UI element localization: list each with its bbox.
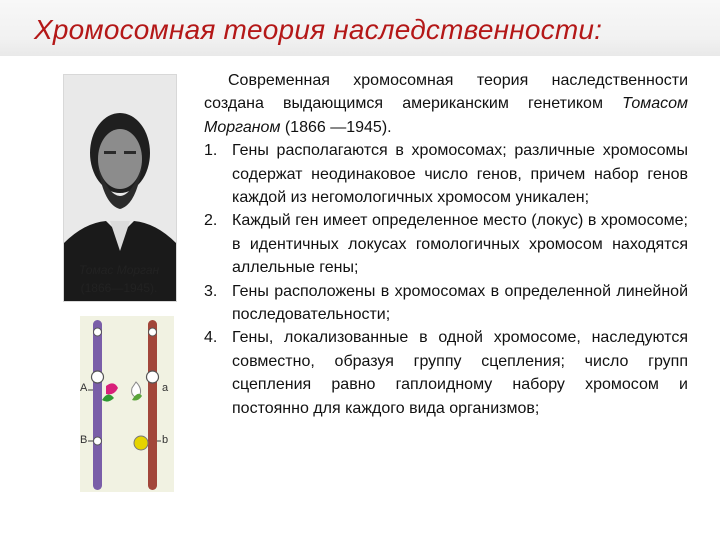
intro-part1: Современная хромосомная теория наследственности создана выдающимся американским генетиком bbox=[204, 72, 688, 113]
label-A: A bbox=[80, 382, 88, 394]
intro-paragraph bbox=[204, 69, 688, 139]
list-item-text: Гены, локализованные в одной хромосоме, наследуются совместно, образуя группу сцепления; число групп сцепления равно гаплоидному набору хромосом и постоянно для каждого вида организмов; bbox=[232, 329, 688, 417]
label-a: a bbox=[162, 382, 169, 394]
body-text bbox=[204, 69, 688, 420]
intro-name: Томасом Морганом bbox=[204, 95, 688, 136]
left-chromosome bbox=[93, 320, 102, 490]
allele-A-shape bbox=[106, 383, 118, 394]
locus-a-marker bbox=[147, 371, 159, 383]
chromosome-diagram bbox=[80, 316, 174, 492]
slide-title: Хромосомная теория наследственности: bbox=[34, 14, 603, 45]
list-item-text: Гены расположены в хромосомах в определенной линейной последовательности; bbox=[232, 282, 688, 324]
locus-A-marker bbox=[92, 371, 104, 383]
label-b: b bbox=[162, 434, 169, 446]
list-item bbox=[204, 139, 688, 209]
list-item bbox=[204, 326, 688, 420]
right-chromosome bbox=[148, 320, 157, 490]
portrait-caption-name: Томас Морган bbox=[78, 263, 160, 277]
list-item-text: Каждый ген имеет определенное место (локус) в хромосоме; в идентичных локусах гомологичных хромосом находятся аллельные гены; bbox=[232, 212, 688, 277]
allele-B-shape bbox=[134, 436, 148, 450]
intro-part2: (1866 —1945). bbox=[280, 118, 392, 136]
list-item-number: 4. bbox=[204, 329, 218, 347]
list-item-text: Гены располагаются в хромосомах; различные хромосомы содержат неодинаковое число генов, причем набор генов каждой из негомологичных хромосом уникален; bbox=[232, 142, 688, 207]
label-B: B bbox=[80, 434, 88, 446]
list-item-number: 2. bbox=[204, 212, 218, 230]
list-item-number: 3. bbox=[204, 282, 218, 300]
list-item-number: 1. bbox=[204, 142, 218, 160]
list-item bbox=[204, 209, 688, 279]
list-item bbox=[204, 280, 688, 327]
portrait-caption-years: (1866—1945). bbox=[80, 281, 158, 295]
